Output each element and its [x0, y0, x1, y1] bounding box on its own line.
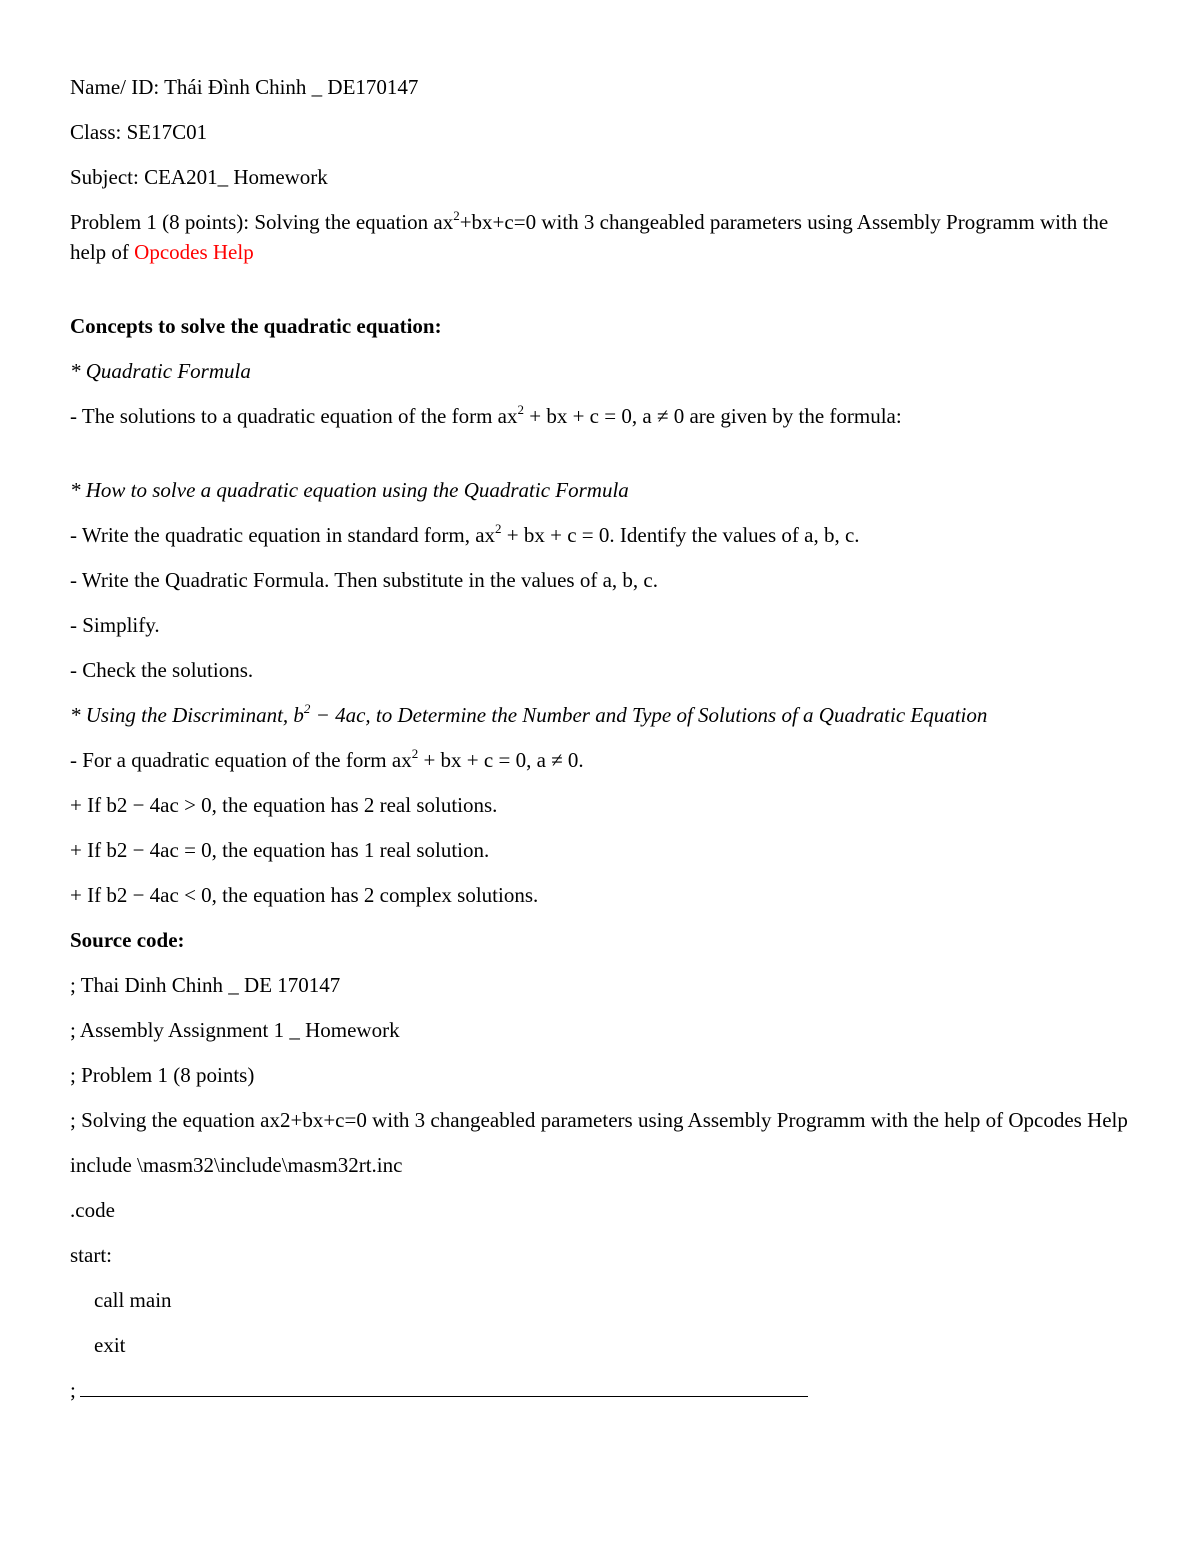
code-line: ; Solving the equation ax2+bx+c=0 with 3 changeabled parameters using Assembly Programm with the help of Opcodes Help: [70, 1108, 1128, 1132]
formula-description-end: + bx + c = 0, a ≠ 0 are given by the formula:: [524, 404, 902, 428]
discriminant-title: [70, 700, 1130, 730]
code-separator-line: [70, 1375, 1130, 1405]
discriminant-title-start: * Using the Discriminant, b: [70, 703, 304, 727]
formula-superscript: 2: [517, 402, 524, 417]
separator-semicolon: ;: [70, 1378, 76, 1402]
concepts-heading: Concepts to solve the quadratic equation:: [70, 314, 442, 338]
case-one-real: + If b2 − 4ac = 0, the equation has 1 real solution.: [70, 838, 490, 862]
opcodes-help-link[interactable]: Opcodes Help: [134, 240, 254, 264]
code-line: include \masm32\include\masm32rt.inc: [70, 1153, 403, 1177]
separator-rule: [80, 1384, 808, 1397]
discriminant-form: [70, 745, 1130, 775]
step-simplify: - Simplify.: [70, 613, 160, 637]
case-two-real: + If b2 − 4ac > 0, the equation has 2 real solutions.: [70, 793, 498, 817]
document-page: [70, 72, 1130, 1420]
howto-title: * How to solve a quadratic equation using the Quadratic Formula: [70, 478, 629, 502]
discriminant-form-start: - For a quadratic equation of the form ax: [70, 748, 412, 772]
step-substitute: - Write the Quadratic Formula. Then substitute in the values of a, b, c.: [70, 568, 658, 592]
step1-superscript: 2: [495, 521, 502, 536]
step-check: - Check the solutions.: [70, 658, 254, 682]
code-line: ; Assembly Assignment 1 _ Homework: [70, 1018, 400, 1042]
code-line-indented: call main: [94, 1288, 172, 1312]
code-line: ; Thai Dinh Chinh _ DE 170147: [70, 973, 341, 997]
discriminant-superscript: 2: [303, 701, 311, 716]
problem-text-middle: +bx+c=0 with 3 changeabled parameters using Assembly Programm with the help of: [70, 210, 1109, 264]
problem-text-start: Problem 1 (8 points): Solving the equation ax: [70, 210, 454, 234]
source-code-heading: Source code:: [70, 928, 185, 952]
discriminant-form-superscript: 2: [411, 746, 419, 761]
code-line: ; Problem 1 (8 points): [70, 1063, 255, 1087]
formula-description: [70, 401, 1130, 431]
subject-line: Subject: CEA201_ Homework: [70, 165, 328, 189]
step1-end: + bx + c = 0. Identify the values of a, b, c.: [501, 523, 860, 547]
name-id-line: Name/ ID: Thái Đình Chinh _ DE170147: [70, 75, 419, 99]
quadratic-formula-title: * Quadratic Formula: [70, 359, 251, 383]
step1-start: - Write the quadratic equation in standard form, ax: [70, 523, 496, 547]
code-line: start:: [70, 1243, 112, 1267]
formula-description-start: - The solutions to a quadratic equation of the form ax: [70, 404, 518, 428]
problem-superscript: 2: [453, 208, 460, 223]
case-complex: + If b2 − 4ac < 0, the equation has 2 complex solutions.: [70, 883, 539, 907]
discriminant-form-end: + bx + c = 0, a ≠ 0.: [418, 748, 584, 772]
problem-statement: [70, 207, 1130, 267]
code-line: .code: [70, 1198, 115, 1222]
code-line-indented: exit: [94, 1333, 126, 1357]
discriminant-title-end: − 4ac, to Determine the Number and Type of Solutions of a Quadratic Equation: [310, 703, 988, 727]
step-standard-form: [70, 520, 1130, 550]
class-line: Class: SE17C01: [70, 120, 208, 144]
